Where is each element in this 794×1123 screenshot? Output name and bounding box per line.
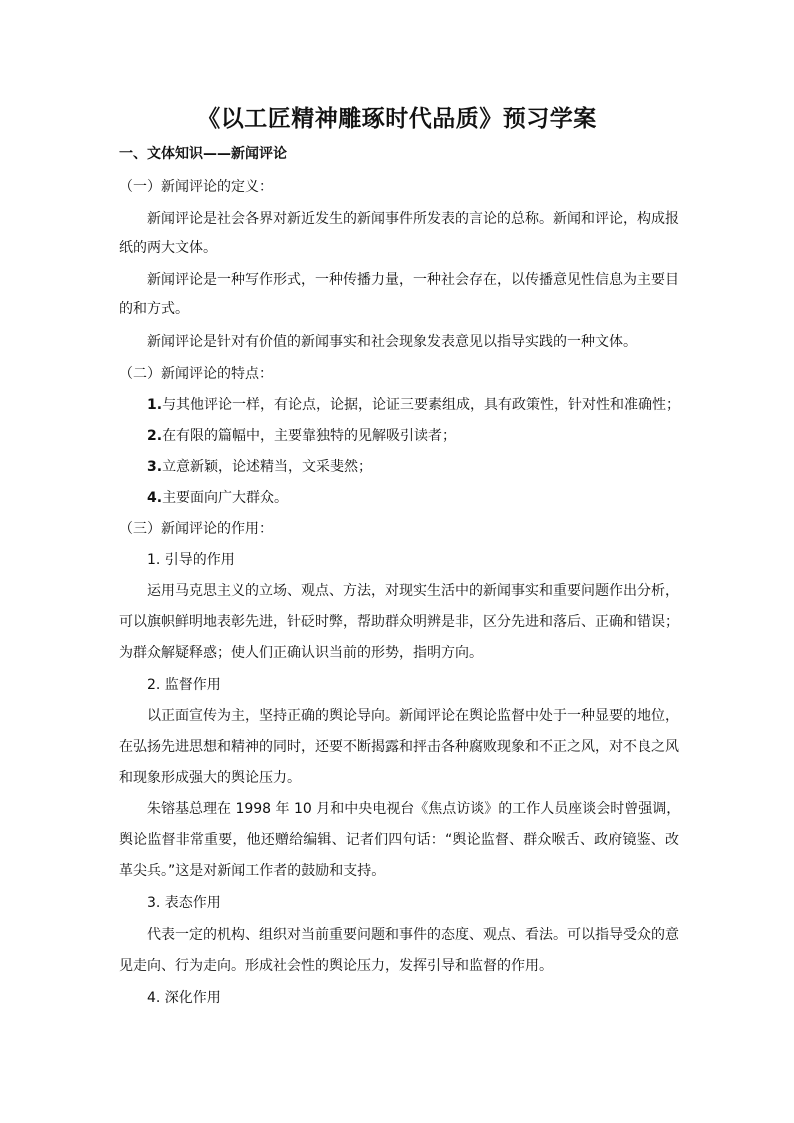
paragraph-line: 在弘扬先进思想和精神的同时，还要不断揭露和抨击各种腐败现象和不正之风，对不良之风 [119,739,679,755]
list-item [147,396,679,414]
list-item-number: 1. [147,397,163,413]
list-item [147,489,679,507]
list-item-text: 与其他评论一样，有论点，论据，论证三要素组成，具有政策性，针对性和准确性； [162,397,681,413]
list-item-text: 立意新颖，论述精当，文采斐然； [162,459,373,475]
list-item-text: 主要面向广大群众。 [162,490,289,506]
list-item-text: 在有限的篇幅中，主要靠独特的见解吸引读者； [162,428,457,444]
item-heading: 2. 监督作用 [147,677,221,693]
paragraph-line: 为群众解疑释惑；使人们正确认识当前的形势，指明方向。 [119,645,483,661]
document-title: 《以工匠精神雕琢时代品质》预习学案 [197,105,597,132]
paragraph-line: 运用马克思主义的立场、观点、方法，对现实生活中的新闻事实和重要问题作出分析， [147,583,679,599]
paragraph-line: 新闻评论是针对有价值的新闻事实和社会现象发表意见以指导实践的一种文体。 [147,334,637,350]
item-heading: 1. 引导的作用 [147,552,235,568]
paragraph-line: 以正面宣传为主，坚持正确的舆论导向。新闻评论在舆论监督中处于一种显要的地位， [147,708,679,724]
paragraph-line: 代表一定的机构、组织对当前重要问题和事件的态度、观点、看法。可以指导受众的意 [147,927,679,943]
subsection-heading: （三）新闻评论的作用： [119,521,273,537]
item-heading: 4. 深化作用 [147,990,221,1006]
paragraph-line: 新闻评论是社会各界对新近发生的新闻事件所发表的言论的总称。新闻和评论，构成报 [147,211,679,227]
list-item [147,427,679,445]
paragraph-line: 朱镕基总理在 1998 年 10 月和中央电视台《焦点访谈》的工作人员座谈会时曾强调， [147,801,681,817]
paragraph-line: 新闻评论是一种写作形式，一种传播力量，一种社会存在，以传播意见性信息为主要目 [147,272,679,288]
paragraph-line: 的和方式。 [119,301,189,317]
paragraph-line: 纸的两大文体。 [119,240,217,256]
paragraph-line: 可以旗帜鲜明地表彰先进，针砭时弊，帮助群众明辨是非，区分先进和落后、正确和错误； [119,614,679,630]
paragraph-line: 见走向、行为走向。形成社会性的舆论压力，发挥引导和监督的作用。 [119,958,553,974]
subsection-heading: （一）新闻评论的定义： [119,179,273,195]
section-heading: 一、文体知识——新闻评论 [119,146,287,162]
paragraph-line: 舆论监督非常重要，他还赠给编辑、记者们四句话：“舆论监督、群众喉舌、政府镜鉴、改 [119,832,679,848]
list-item-number: 3. [147,459,163,475]
list-item-number: 4. [147,490,163,506]
subsection-heading: （二）新闻评论的特点： [119,366,273,382]
list-item-number: 2. [147,428,163,444]
paragraph-line: 革尖兵。”这是对新闻工作者的鼓励和支持。 [119,863,386,879]
list-item [147,458,679,476]
paragraph-line: 和现象形成强大的舆论压力。 [119,770,301,786]
item-heading: 3. 表态作用 [147,895,221,911]
